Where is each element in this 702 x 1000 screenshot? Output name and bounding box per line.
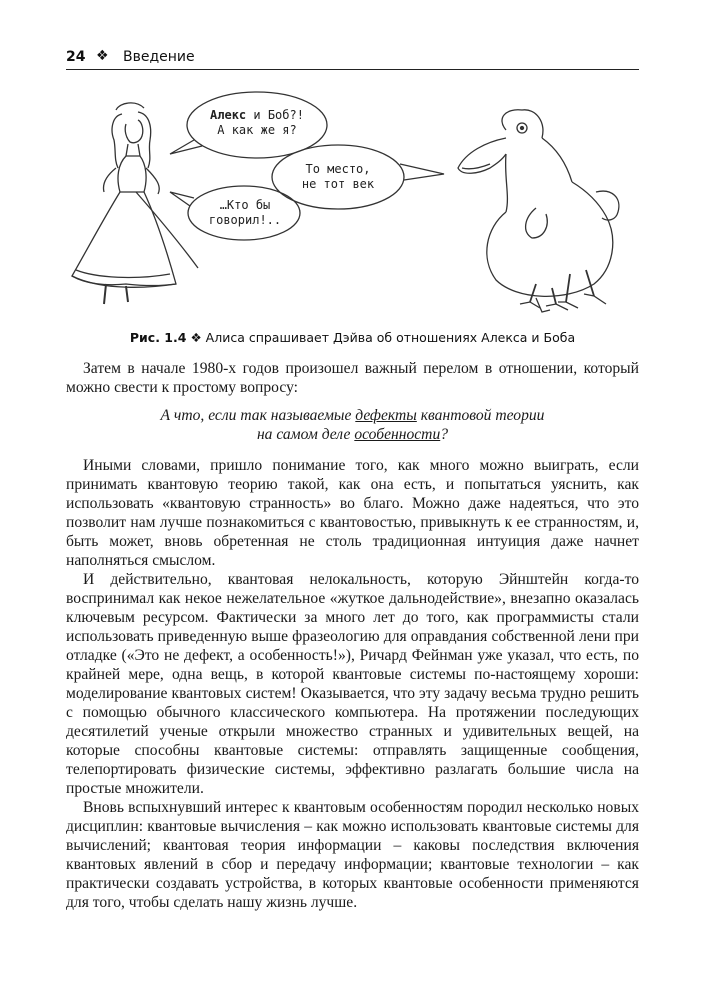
alice-drawing [72,103,198,304]
quote-part-b: квантовой теории [416,407,545,424]
caption-text: Алиса спрашивает Дэйва об отношениях Алекса и Боба [205,330,576,345]
chapter-title: Введение [123,49,195,65]
quote-part-d: ? [440,426,449,443]
quote-underlined-defects: дефекты [355,407,417,424]
bubble-3-line-1: …Кто бы [219,198,271,212]
paragraph-1: Затем в начале 1980-х годов произошел важный перелом в отношении, который можно свести к простому вопросу: [66,360,639,396]
bubble-2-line-2: не тот век [301,177,375,191]
italic-quote [66,406,639,444]
figure-illustration [66,88,639,316]
body-text [66,359,639,912]
quote-part-c: на самом деле [256,426,355,443]
bubble-1-line-2: А как же я? [217,123,297,137]
quote-part-a: А что, если так называемые [160,407,356,424]
paragraph-3: И действительно, квантовая нелокальность, которую Эйнштейн когда-то воспринимал как некое нежелательное «жуткое дальнодействие», внезапно оказалась ключевым ресурсом. Фактически за много лет до того, как программисты стали использовать приведенную выше фразеологию для оправдания собственной лени при отладке («Это не дефект, а особенность!»), Ричард Фейнман уже указал, что есть, по крайней мере, одна вещь, в которой квантовые системы по-настоящему хороши: моделирование квантовых систем! Оказывается, что эту задачу весьма трудно решить с помощью обычного классического компьютера. На протяжении последующих десятилетий ученые открыли множество странных и удивительных вещей, на которые способны квантовые системы: отправлять защищенные сообщения, телепортировать физические системы, эффективно разлагать большие числа на простые множители. [66,571,639,797]
bubble-1-line-1-rest: и Боб?! [246,108,304,122]
illustration-drawing [66,88,639,316]
bubble-2-text [288,162,388,192]
bubble-2-line-1: То место, [305,162,371,176]
bubble-3-line-2: говорил!.. [208,213,282,227]
paragraph-2: Иными словами, пришло понимание того, как много можно выиграть, если принимать квантовую теорию такой, как она есть, и попытаться уяснить, как использовать «квантовую странность» во благо. Можно даже надеяться, что это позволит нам лучше познакомиться с квантовостью, привыкнуть к ее странностям, и, быть может, вновь обретенная не столь традиционная интуиция даже начнет наполняться смыслом. [66,457,639,569]
figure-caption [66,330,639,345]
caption-label: Рис. 1.4 [129,330,187,345]
diamond-ornament-icon: ❖ [96,48,109,64]
running-header [66,49,639,70]
quote-underlined-features: особенности [354,426,441,443]
page-number: 24 [66,49,86,65]
caption-diamond-icon: ❖ [190,330,202,345]
bubble-3-text [201,198,289,228]
dodo-drawing [458,110,619,312]
bubble-1-line-1-bold: Алекс [210,108,247,122]
bubble-1-text [200,108,314,138]
paragraph-4: Вновь вспыхнувший интерес к квантовым особенностям породил несколько новых дисциплин: квантовые вычисления – как можно использовать квантовые системы для вычислений; квантовая теория информации – каковы последствия включения квантовых явлений в сбор и передачу информации; квантовые технологии – как практически создавать устройства, в которых квантовые особенности применяются для того, чтобы сделать нашу жизнь лучше. [66,799,639,911]
